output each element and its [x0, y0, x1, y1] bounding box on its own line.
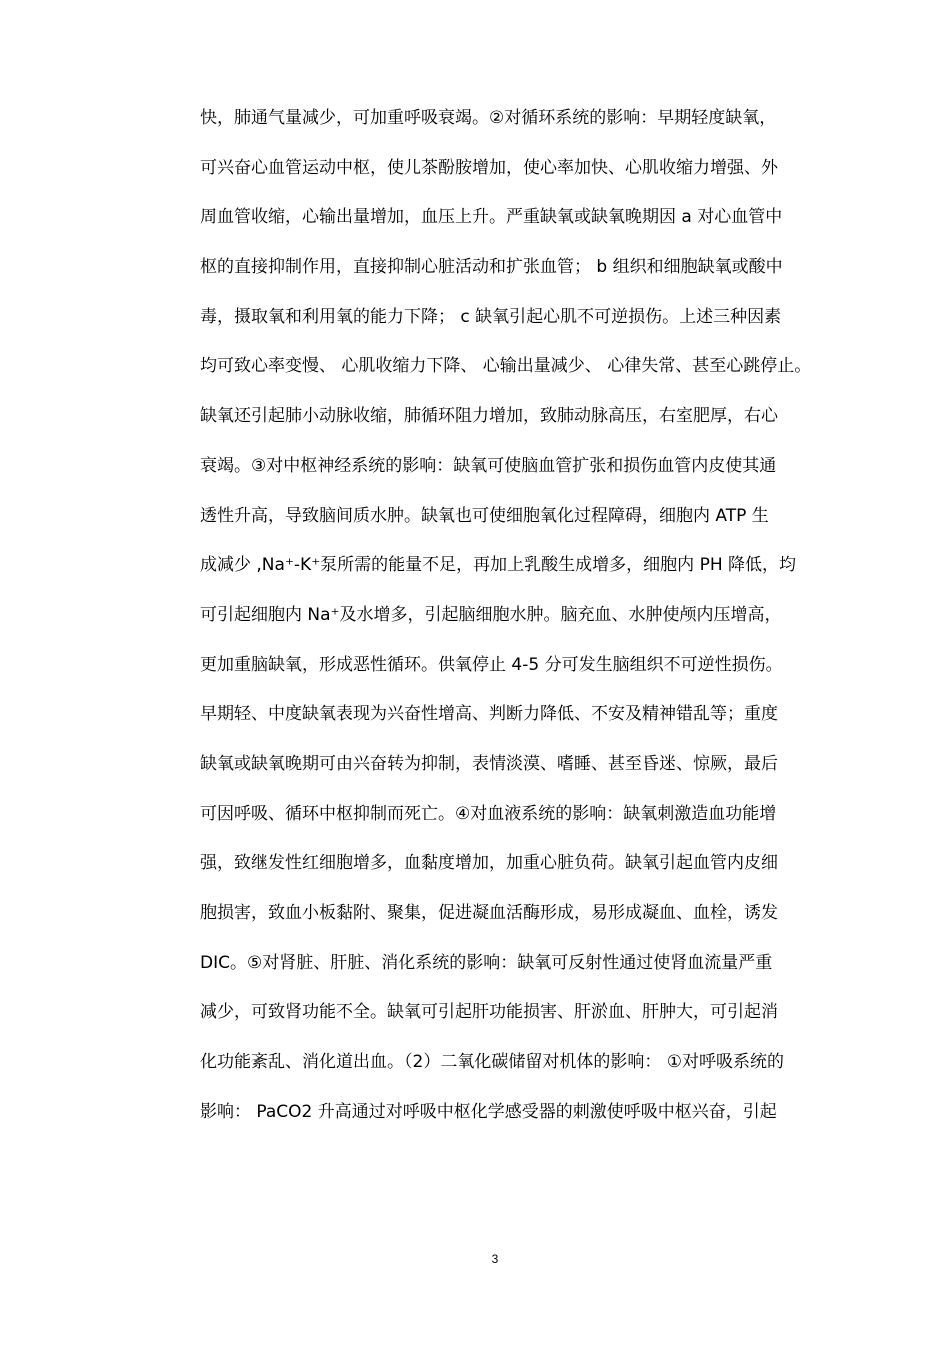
text-line: 枢的直接抑制作用，直接抑制心脏活动和扩张血管； b 组织和细胞缺氧或酸中	[200, 257, 783, 278]
text-line: 可因呼吸、循环中枢抑制而死亡。④对血液系统的影响：缺氧刺激造血功能增	[200, 803, 777, 824]
page-number: 3	[491, 1252, 499, 1266]
text-line: 缺氧或缺氧晚期可由兴奋转为抑制，表情淡漠、嗜睡、甚至昏迷、惊厥，最后	[200, 753, 778, 774]
text-line: 强，致继发性红细胞增多，血黏度增加，加重心脏负荷。缺氧引起血管内皮细	[200, 853, 778, 874]
body-text	[200, 102, 860, 1145]
text-line: DIC。⑤对肾脏、肝脏、消化系统的影响：缺氧可反射性通过使肾血流量严重	[200, 952, 773, 973]
text-line: 可兴奋心血管运动中枢，使儿茶酚胺增加，使心率加快、心肌收缩力增强、外	[200, 157, 778, 178]
text-line: 早期轻、中度缺氧表现为兴奋性增高、判断力降低、不安及精神错乱等；重度	[200, 704, 778, 725]
text-line: 透性升高，导致脑间质水肿。缺氧也可使细胞氧化过程障碍，细胞内 ATP 生	[200, 505, 769, 526]
text-line: 可引起细胞内 Na⁺及水增多，引起脑细胞水肿。脑充血、水肿使颅内压增高，	[200, 604, 782, 625]
text-line: 成减少 ,Na⁺-K⁺泵所需的能量不足，再加上乳酸生成增多，细胞内 PH 降低，均	[200, 555, 797, 576]
text-line: 衰竭。③对中枢神经系统的影响：缺氧可使脑血管扩张和损伤血管内皮使其通	[200, 455, 777, 476]
text-line: 均可致心率变慢、 心肌收缩力下降、 心输出量减少、 心律失常、甚至心跳停止。	[200, 356, 812, 377]
text-line: 快，肺通气量减少，可加重呼吸衰竭。②对循环系统的影响：早期轻度缺氧，	[200, 108, 777, 128]
text-line: 减少，可致肾功能不全。缺氧可引起肝功能损害、肝淤血、肝肿大，可引起消	[200, 1002, 778, 1023]
text-line: 更加重脑缺氧，形成恶性循环。供氧停止 4-5 分可发生脑组织不可逆性损伤。	[200, 654, 783, 675]
text-line: 缺氧还引起肺小动脉收缩，肺循环阻力增加，致肺动脉高压，右室肥厚，右心	[200, 406, 778, 427]
text-line: 周血管收缩，心输出量增加，血压上升。严重缺氧或缺氧晚期因 a 对心血管中	[200, 207, 783, 228]
text-line: 胞损害，致血小板黏附、聚集，促进凝血活酶形成，易形成凝血、血栓，诱发	[200, 903, 778, 923]
text-line: 化功能紊乱、消化道出血。（2）二氧化碳储留对机体的影响： ①对呼吸系统的	[200, 1052, 784, 1073]
text-line: 毒，摄取氧和利用氧的能力下降； c 缺氧引起心肌不可逆损伤。上述三种因素	[200, 306, 782, 327]
text-line: 影响： PaCO2 升高通过对呼吸中枢化学感受器的刺激使呼吸中枢兴奋，引起	[200, 1101, 777, 1122]
